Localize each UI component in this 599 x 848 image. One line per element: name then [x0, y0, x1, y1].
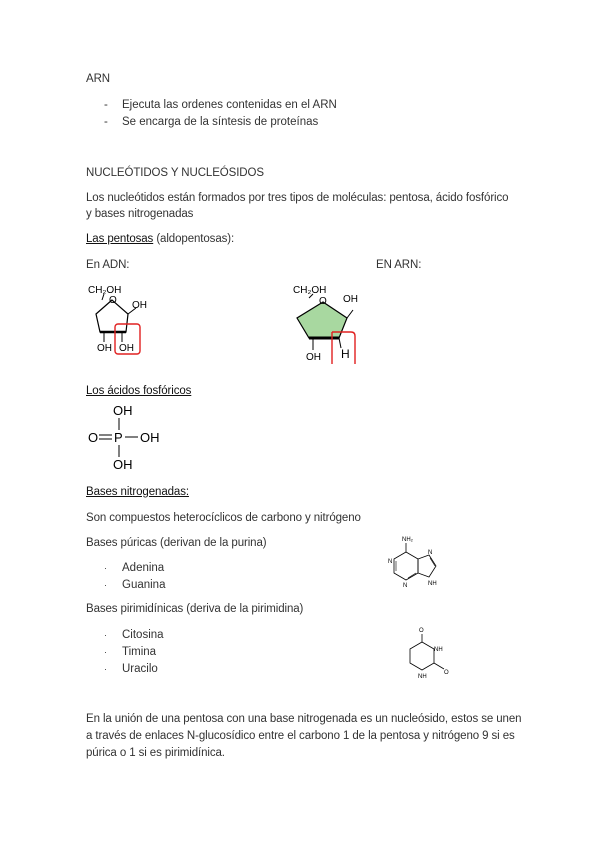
arn-list: [86, 97, 337, 131]
phosphate-oh-right: OH: [140, 430, 160, 445]
phosphate-oh-bottom: OH: [113, 457, 133, 472]
closing-line-1: En la unión de una pentosa con una base nitrogenada es un nucleósido, estos se unen: [86, 713, 522, 725]
ribose-structure: [287, 280, 377, 370]
deoxy-oh-right: OH: [132, 300, 147, 311]
closing-line-2: a través de enlaces N-glucosídico entre el carbono 1 de la pentosa y nitrógeno 9 si es: [86, 730, 515, 742]
deoxy-o: O: [109, 295, 117, 306]
adenine-n7: N: [428, 550, 433, 556]
list-item-label: Timina: [122, 646, 157, 658]
bullet: ·: [104, 647, 107, 657]
pirimidinicas-title: Bases pirimidínicas (deriva de la pirimidina): [86, 603, 304, 615]
list-item: [86, 661, 164, 678]
pyrimidine-o2: O: [444, 670, 449, 676]
puricas-title: Bases púricas (derivan de la purina): [86, 537, 267, 549]
deoxy-oh-bl: OH: [97, 343, 112, 354]
phosphate-o-left: O: [88, 430, 99, 445]
puricas-list: [86, 560, 165, 594]
list-item: [86, 644, 164, 661]
pirimidinicas-list: [86, 627, 164, 678]
ribose-o: O: [319, 296, 327, 307]
dash-bullet: -: [104, 99, 108, 111]
bullet: ·: [104, 563, 107, 573]
fosforicos-heading: Los ácidos fosfóricos: [86, 385, 192, 397]
ribose-ch2oh: CH₂OH: [293, 285, 327, 296]
adenine-n9: NH: [428, 581, 437, 587]
pyrimidine-nh1: NH: [434, 647, 443, 653]
list-item-label: Uracilo: [122, 663, 158, 675]
bullet: ·: [104, 664, 107, 674]
adn-label: En ADN:: [86, 259, 130, 271]
adenine-n1: N: [388, 559, 393, 565]
section-title: NUCLEÓTIDOS Y NUCLEÓSIDOS: [86, 167, 264, 179]
list-item: [86, 560, 165, 577]
bases-heading: Bases nitrogenadas:: [86, 486, 189, 498]
arn-label: EN ARN:: [376, 259, 422, 271]
list-item-label: Guanina: [122, 579, 166, 591]
deoxyribose-structure: [82, 280, 162, 360]
dash-bullet: -: [104, 116, 108, 128]
list-item: [86, 627, 164, 644]
list-item-label: Ejecuta las ordenes contenidas en el ARN: [122, 99, 337, 111]
adenine-structure: [378, 532, 458, 602]
adenine-n3: N: [403, 583, 408, 589]
list-item-label: Se encarga de la síntesis de proteínas: [122, 116, 319, 128]
bullet: ·: [104, 630, 107, 640]
deoxy-oh-br: OH: [119, 343, 134, 354]
list-item-label: Adenina: [122, 562, 165, 574]
list-item: [86, 114, 337, 131]
pyrimidine-nh2: NH: [418, 674, 427, 680]
pentosas-title: Las pentosas: [86, 233, 154, 245]
bases-desc: Son compuestos heterocíclicos de carbono y nitrógeno: [86, 512, 361, 524]
phosphate-oh-top: OH: [113, 403, 133, 418]
list-item: [86, 97, 337, 114]
pentosas-heading: [86, 231, 234, 247]
adenine-nh2: NH₂: [402, 537, 413, 543]
pyrimidine-o1: O: [419, 628, 424, 634]
phosphate-p: P: [114, 430, 123, 445]
arn-title: ARN: [86, 73, 110, 85]
pentosas-note: (aldopentosas):: [156, 233, 235, 245]
bullet: ·: [104, 580, 107, 590]
ribose-oh-bl: OH: [306, 352, 321, 363]
deoxy-ch2oh: CH₂OH: [88, 285, 122, 296]
list-item: [86, 577, 165, 594]
phosphoric-acid-structure: [86, 402, 166, 472]
intro-line-1: Los nucleótidos están formados por tres tipos de moléculas: pentosa, ácido fosfórico: [86, 192, 509, 204]
ribose-h: H: [341, 347, 350, 361]
intro-line-2: y bases nitrogenadas: [86, 208, 194, 220]
ribose-oh-right: OH: [343, 294, 358, 305]
list-item-label: Citosina: [122, 629, 164, 641]
closing-line-3: púrica o 1 si es pirimidínica.: [86, 747, 225, 759]
pyrimidine-structure: [396, 622, 466, 687]
